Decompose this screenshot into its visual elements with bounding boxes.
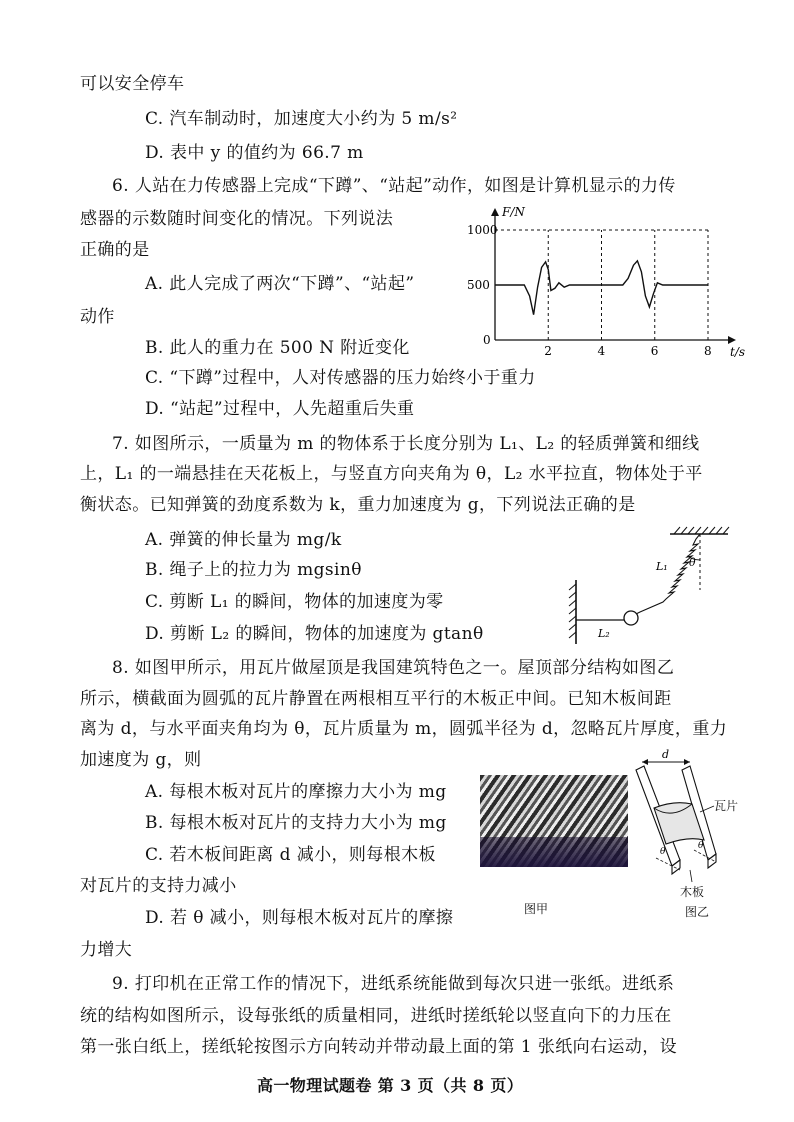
page-footer: 高一物理试题卷 第 3 页（共 8 页） <box>257 1076 524 1095</box>
y-axis-label: F/N <box>502 205 525 219</box>
force-time-chart <box>460 200 760 365</box>
q9-stem: 第一张白纸上，搓纸轮按图示方向转动并带动最上面的第 1 张纸向右运动，设 <box>80 1037 678 1057</box>
caption-fig-a: 图甲 <box>524 902 549 916</box>
label-tile: 瓦片 <box>714 799 739 813</box>
q7-option-d: D. 剪断 L₂ 的瞬间，物体的加速度为 gtanθ <box>145 624 484 644</box>
q5-option-c: C. 汽车制动时，加速度大小约为 5 m/s² <box>145 109 458 129</box>
q8-stem: 8. 如图甲所示，用瓦片做屋顶是我国建筑特色之一。屋顶部分结构如图乙 <box>112 658 675 678</box>
y-tick-label: 1000 <box>467 223 498 237</box>
label-l2: L₂ <box>598 627 610 640</box>
q6-option-a: 动作 <box>80 307 115 327</box>
label-theta-right: θ <box>698 841 704 851</box>
label-l1: L₁ <box>656 560 668 573</box>
x-axis-label: t/s <box>730 345 746 359</box>
q8-stem: 加速度为 g，则 <box>80 750 202 770</box>
text-line: 可以安全停车 <box>80 74 185 94</box>
q8-option-c: C. 若木板间距离 d 减小，则每根木板 <box>145 845 436 865</box>
board-leader-line <box>690 870 692 882</box>
label-theta: θ <box>689 556 696 569</box>
q8-option-b: B. 每根木板对瓦片的支持力大小为 mg <box>145 813 447 833</box>
q6-stem: 6. 人站在力传感器上完成“下蹲”、“站起”动作，如图是计算机显示的力传 <box>112 176 676 196</box>
ceiling-hatch <box>674 527 729 534</box>
label-board: 木板 <box>680 885 705 899</box>
q7-stem: 上，L₁ 的一端悬挂在天花板上，与竖直方向夹角为 θ，L₂ 水平拉直，物体处于平 <box>80 464 703 484</box>
x-tick-label: 8 <box>704 344 712 358</box>
x-tick-label: 4 <box>597 344 606 358</box>
q7-option-a: A. 弹簧的伸长量为 mg/k <box>145 530 342 550</box>
d-arrow-left <box>642 759 648 765</box>
q7-stem: 衡状态。已知弹簧的劲度系数为 k，重力加速度为 g，下列说法正确的是 <box>80 495 636 515</box>
q8-stem: 离为 d，与水平面夹角均为 θ，瓦片质量为 m，圆弧半径为 d，忽略瓦片厚度，重力 <box>80 719 728 739</box>
x-axis-arrow <box>728 336 736 344</box>
spring-l1 <box>636 534 700 614</box>
wall-hatch <box>569 584 576 638</box>
q8-option-a: A. 每根木板对瓦片的摩擦力大小为 mg <box>145 782 447 802</box>
q6-stem: 正确的是 <box>80 240 150 260</box>
q8-option-d: 力增大 <box>80 940 133 960</box>
q7-option-b: B. 绳子上的拉力为 mgsinθ <box>145 560 362 580</box>
x-tick-label: 2 <box>544 344 552 358</box>
y-axis-arrow <box>491 208 499 216</box>
q6-option-d: D. “站起”过程中，人先超重后失重 <box>145 399 415 419</box>
caption-fig-b: 图乙 <box>685 905 710 919</box>
roof-tile-photo <box>480 775 628 867</box>
q6-option-c: C. “下蹲”过程中，人对传感器的压力始终小于重力 <box>145 368 536 388</box>
q6-stem: 感器的示数随时间变化的情况。下列说法 <box>80 209 394 229</box>
mass-ball <box>624 611 638 625</box>
q8-stem: 所示，横截面为圆弧的瓦片静置在两根相互平行的木板正中间。已知木板间距 <box>80 689 672 709</box>
y-tick-label: 0 <box>483 333 491 347</box>
q6-option-b: B. 此人的重力在 500 N 附近变化 <box>145 338 410 358</box>
q9-stem: 统的结构如图所示，设每张纸的质量相同，进纸时搓纸轮以竖直向下的力压在 <box>80 1006 672 1026</box>
boards-tile-diagram <box>630 748 740 898</box>
q6-option-a: A. 此人完成了两次“下蹲”、“站起” <box>145 274 415 294</box>
q8-option-c: 对瓦片的支持力减小 <box>80 876 237 896</box>
x-tick-label: 6 <box>650 344 659 358</box>
spring-string-diagram <box>560 520 730 650</box>
q9-stem: 9. 打印机在正常工作的情况下，进纸系统能做到每次只进一张纸。进纸系 <box>112 974 675 994</box>
d-arrow-right <box>684 759 690 765</box>
q5-option-d: D. 表中 y 的值约为 66.7 m <box>145 143 364 163</box>
force-series-line <box>495 261 708 315</box>
y-tick-label: 500 <box>467 278 490 292</box>
label-theta-left: θ <box>660 847 666 857</box>
roof-tile-photo-shadow <box>480 837 628 867</box>
q8-option-d: D. 若 θ 减小，则每根木板对瓦片的摩擦 <box>145 908 454 928</box>
label-d: d <box>662 748 670 761</box>
q7-option-c: C. 剪断 L₁ 的瞬间，物体的加速度为零 <box>145 592 444 612</box>
q7-stem: 7. 如图所示，一质量为 m 的物体系于长度分别为 L₁、L₂ 的轻质弹簧和细线 <box>112 434 700 454</box>
